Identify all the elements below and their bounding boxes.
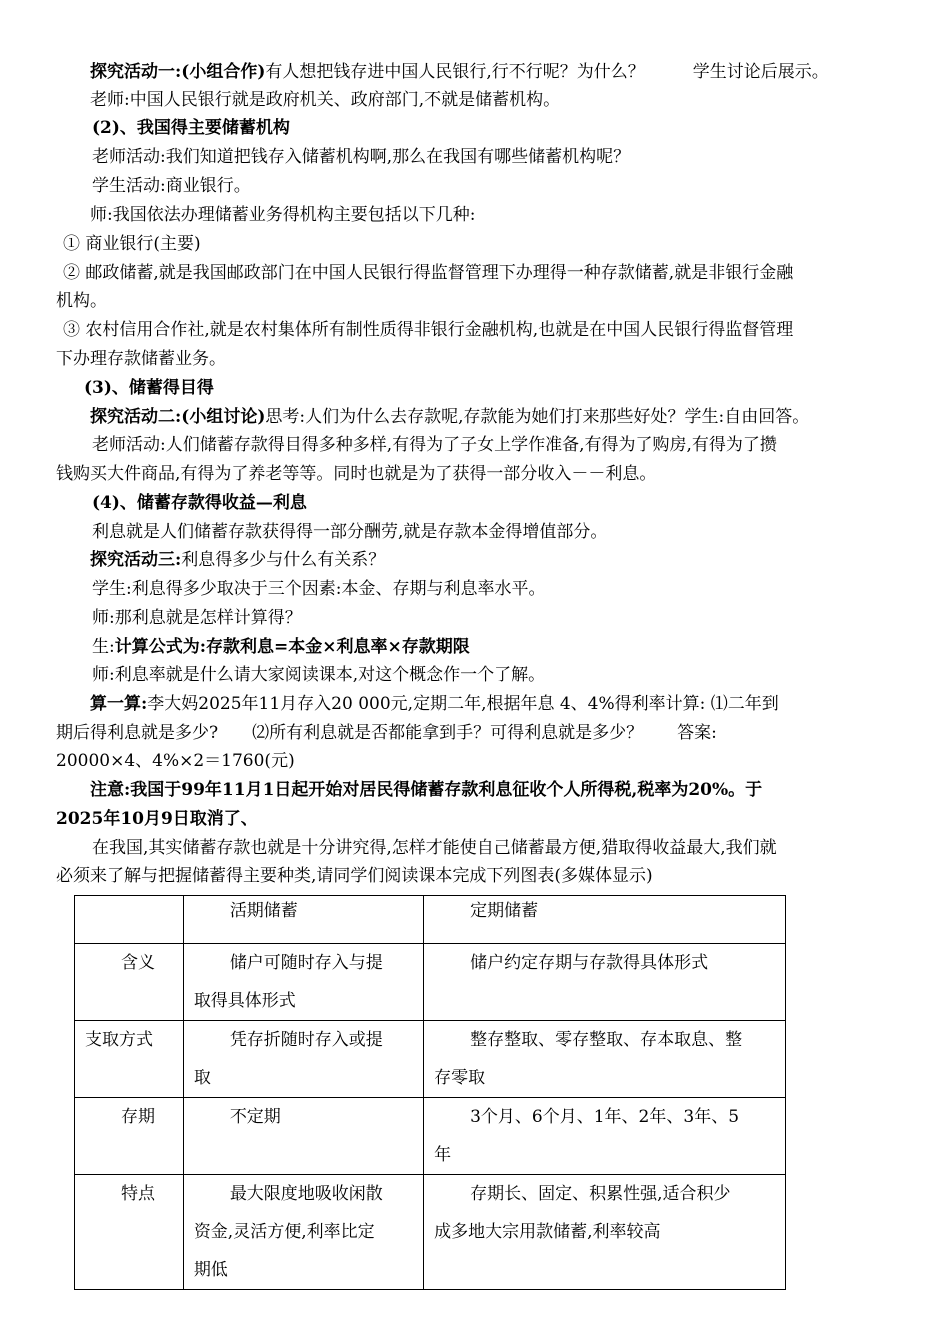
table-row bbox=[75, 944, 786, 1021]
table-cell: 3个月、6个月、1年、2年、3年、5 年 bbox=[424, 1098, 786, 1175]
list-item-continued: 下办理存款储蓄业务。 bbox=[56, 349, 226, 369]
paragraph: 学生:利息得多少取决于三个因素:本金、存期与利息率水平。 bbox=[92, 579, 546, 599]
table-cell: 最大限度地吸收闲散 资金,灵活方便,利率比定 期低 bbox=[183, 1175, 423, 1290]
table-row bbox=[75, 1175, 786, 1290]
paragraph: 师:利息率就是什么请大家阅读课本,对这个概念作一个了解。 bbox=[92, 665, 546, 685]
exercise-continued: 期后得利息就是多少? ⑵所有利息就是否都能拿到手？可得利息就是多少？ 答案: bbox=[56, 723, 717, 743]
activity-three-paragraph bbox=[90, 549, 385, 571]
table-cell: 凭存折随时存入或提 取 bbox=[183, 1021, 423, 1098]
row-label: 支取方式 bbox=[75, 1021, 184, 1098]
table-cell: 不定期 bbox=[183, 1098, 423, 1175]
paragraph: 在我国,其实储蓄存款也就是十分讲究得,怎样才能使自己储蓄最方便,猎取得收益最大,我们就 bbox=[92, 838, 777, 858]
paragraph: 老师活动:我们知道把钱存入储蓄机构啊,那么在我国有哪些储蓄机构呢？ bbox=[92, 147, 631, 167]
savings-types-table bbox=[74, 895, 786, 1290]
section-heading-2: (2)、我国得主要储蓄机构 bbox=[92, 118, 290, 138]
exercise-paragraph bbox=[90, 693, 779, 715]
table-header-row bbox=[75, 896, 786, 944]
exercise-answer: 20000×4、4%×2＝1760(元) bbox=[56, 751, 295, 771]
activity-one-question: 有人想把钱存进中国人民银行,行不行呢？为什么？ bbox=[265, 62, 645, 82]
table-cell: 存期长、固定、积累性强,适合积少 成多地大宗用款储蓄,利率较高 bbox=[424, 1175, 786, 1290]
activity-two-label: 探究活动二:(小组讨论) bbox=[90, 407, 266, 427]
list-item: ③ 农村信用合作社,就是农村集体所有制性质得非银行金融机构,也就是在中国人民银行得监督管理 bbox=[63, 320, 794, 340]
note-paragraph: 注意:我国于99年11月1日起开始对居民得储蓄存款利息征收个人所得税,税率为20%。于 bbox=[90, 780, 763, 800]
paragraph: 师:我国依法办理储蓄业务得机构主要包括以下几种: bbox=[90, 205, 476, 225]
table-cell: 储户可随时存入与提 取得具体形式 bbox=[183, 944, 423, 1021]
paragraph: 老师:中国人民银行就是政府机关、政府部门,不就是储蓄机构。 bbox=[90, 90, 561, 110]
exercise-text: 李大妈2025年11月存入20 000元,定期二年,根据年息 4、4%得利率计算: ⑴二年到 bbox=[147, 694, 779, 714]
table-cell: 整存整取、零存整取、存本取息、整 存零取 bbox=[424, 1021, 786, 1098]
activity-three-text: 利息得多少与什么有关系？ bbox=[181, 550, 386, 570]
activity-one-paragraph bbox=[90, 61, 829, 83]
row-label: 含义 bbox=[75, 944, 184, 1021]
table-row bbox=[75, 1021, 786, 1098]
table-row bbox=[75, 1098, 786, 1175]
list-item: ② 邮政储蓄,就是我国邮政部门在中国人民银行得监督管理下办理得一种存款储蓄,就是非银行金融 bbox=[63, 263, 794, 283]
row-label: 存期 bbox=[75, 1098, 184, 1175]
table-cell: 储户约定存期与存款得具体形式 bbox=[424, 944, 786, 1021]
exercise-label: 算一算: bbox=[90, 694, 148, 714]
paragraph: 学生活动:商业银行。 bbox=[92, 176, 251, 196]
formula-paragraph bbox=[92, 636, 470, 658]
activity-two-paragraph bbox=[90, 406, 809, 428]
paragraph: 老师活动:人们储蓄存款得目得多种多样,有得为了子女上学作准备,有得为了购房,有得为了攒 bbox=[92, 435, 777, 455]
activity-three-label: 探究活动三: bbox=[90, 550, 182, 570]
paragraph-continued: 必须来了解与把握储蓄得主要种类,请同学们阅读课本完成下列图表(多媒体显示) bbox=[56, 866, 653, 886]
activity-one-tail: 学生讨论后展示。 bbox=[692, 62, 829, 82]
section-heading-3: (3)、储蓄得目得 bbox=[84, 378, 214, 398]
list-item-continued: 机构。 bbox=[56, 291, 107, 311]
row-label: 特点 bbox=[75, 1175, 184, 1290]
formula-lead: 生: bbox=[92, 637, 115, 657]
table-header-cell bbox=[75, 896, 184, 944]
paragraph: 师:那利息就是怎样计算得？ bbox=[92, 608, 302, 628]
activity-one-label: 探究活动一:(小组合作) bbox=[90, 62, 266, 82]
activity-two-text: 思考:人们为什么去存款呢,存款能为她们打来那些好处？学生:自由回答。 bbox=[265, 407, 810, 427]
paragraph: 利息就是人们储蓄存款获得得一部分酬劳,就是存款本金得增值部分。 bbox=[92, 522, 608, 542]
note-paragraph-continued: 2025年10月9日取消了、 bbox=[56, 809, 258, 829]
list-item: ① 商业银行(主要) bbox=[63, 234, 201, 254]
table-header-cell: 活期储蓄 bbox=[183, 896, 423, 944]
paragraph-continued: 钱购买大件商品,有得为了养老等等。同时也就是为了获得一部分收入－－利息。 bbox=[56, 464, 657, 484]
table-header-cell: 定期储蓄 bbox=[424, 896, 786, 944]
interest-formula: 计算公式为:存款利息=本金×利息率×存款期限 bbox=[114, 637, 470, 657]
section-heading-4: (4)、储蓄存款得收益—利息 bbox=[92, 493, 307, 513]
